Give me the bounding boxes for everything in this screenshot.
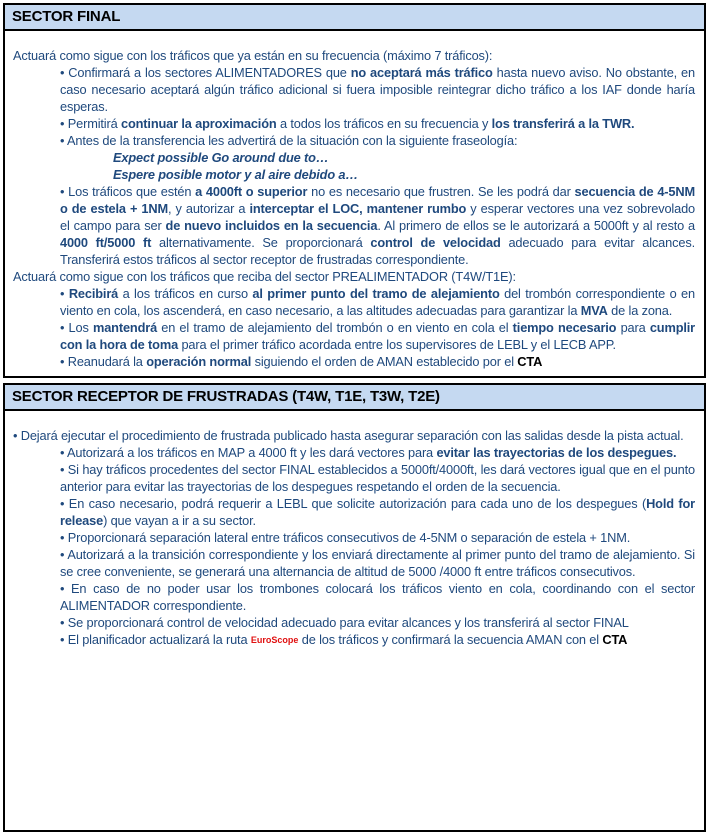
section-sector-final	[3, 3, 706, 378]
text-run: alternativamente. Se proporcionará	[151, 235, 371, 250]
text-run: Actuará como sigue con los tráficos que reciba del sector PREALIMENTADOR (T4W/T1E):	[13, 269, 516, 284]
text-run: de nuevo incluidos en la secuencia	[165, 218, 378, 233]
paragraph	[13, 47, 695, 64]
text-run: para el primer tráfico acordada entre los supervisores de LEBL y el LECB APP.	[178, 337, 616, 352]
text-run: , y autorizar a	[168, 201, 250, 216]
paragraph	[13, 268, 695, 285]
bullet-paragraph	[13, 427, 695, 444]
text-run: • En caso de no poder usar los trombones colocará los tráficos viento en cola, coordinando con el sector ALIMENTADOR correspondiente.	[60, 581, 695, 613]
text-run: los transferirá a la TWR.	[491, 116, 635, 131]
text-run: • Los	[60, 320, 93, 335]
bullet-paragraph	[60, 115, 695, 132]
section-title-sector-receptor-frustradas: SECTOR RECEPTOR DE FRUSTRADAS (T4W, T1E, T3W, T2E)	[5, 385, 704, 411]
text-run: secuencia de 4-5NM o de estela + 1NM	[60, 184, 695, 216]
text-run: hasta nuevo aviso. No obstante, en caso necesario aceptará algún tráfico adicional si fuera imposible reintegrar dicho tráfico a los IAF donde haría esperas.	[60, 65, 695, 114]
text-run: • Confirmará a los sectores ALIMENTADORES que	[60, 65, 351, 80]
text-run: •	[60, 286, 69, 301]
text-run: de la zona.	[607, 303, 673, 318]
text-run: para	[616, 320, 650, 335]
bullet-paragraph	[60, 183, 695, 268]
bullet-paragraph	[60, 132, 695, 149]
text-run: de los tráficos y confirmará la secuencia AMAN con el	[298, 632, 603, 647]
text-run: • Dejará ejecutar el procedimiento de frustrada publicado hasta asegurar separación con las salidas desde la pista actual.	[13, 428, 684, 443]
bullet-paragraph	[60, 285, 695, 319]
text-run: • Permitirá	[60, 116, 121, 131]
text-run: adecuado para evitar alcances. Transferirá estos tráficos al sector receptor de frustradas correspondiente.	[60, 235, 695, 267]
bullet-paragraph	[60, 353, 695, 370]
text-run: • Si hay tráficos procedentes del sector FINAL establecidos a 5000ft/4000ft, les dará vectores igual que en el punto anterior para evitar las trayectorias de los despegues respetando el orden de la secuencia.	[60, 462, 695, 494]
text-run: mantendrá	[92, 320, 158, 335]
bullet-paragraph	[60, 631, 695, 649]
text-run: ) que vayan a ir a su sector.	[103, 513, 256, 528]
text-run: CTA	[517, 354, 543, 369]
paragraph	[113, 166, 695, 183]
text-run: • Autorizará a los tráficos en MAP a 4000 ft y les dará vectores para	[60, 445, 437, 460]
text-run: a 4000ft o superior	[195, 184, 308, 199]
text-run: • Antes de la transferencia les advertirá de la situación con la siguiente fraseología:	[60, 133, 518, 148]
text-run: al primer punto del tramo de alejamiento	[252, 286, 500, 301]
text-run: interceptar el LOC, mantener rumbo	[249, 201, 467, 216]
text-run: • Se proporcionará control de velocidad adecuado para evitar alcances y los transferirá al sector FINAL	[60, 615, 629, 630]
text-run: • Proporcionará separación lateral entre tráficos consecutivos de 4-5NM o separación de estela + 1NM.	[60, 530, 631, 545]
bullet-paragraph	[60, 529, 695, 546]
text-run: • Los tráficos que estén	[60, 184, 196, 199]
text-run: operación normal	[146, 354, 252, 369]
text-run: a todos los tráficos en su frecuencia y	[276, 116, 492, 131]
text-run: • Autorizará a la transición correspondiente y los enviará directamente al primer punto del tramo de alejamiento. Si se cree conveniente, se generará una alternancia de altitud de 5000 /4000 ft entre tráficos consecutivos.	[60, 547, 695, 579]
text-run: continuar la aproximación	[121, 116, 277, 131]
text-run: EuroScope	[250, 635, 299, 645]
section-sector-receptor-frustradas	[3, 383, 706, 832]
text-run: no es necesario que frustren. Se les podrá dar	[307, 184, 575, 199]
document-page	[3, 3, 706, 832]
text-run: y esperar vectores una vez sobrevolado el campo para ser	[60, 201, 696, 233]
text-run: Actuará como sigue con los tráficos que ya están en su frecuencia (máximo 7 tráficos):	[13, 48, 493, 63]
text-run: en el tramo de alejamiento del trombón o en viento en cola el	[157, 320, 513, 335]
bullet-paragraph	[60, 495, 695, 529]
text-run: cumplir con la hora de toma	[60, 320, 695, 352]
section-body-sector-receptor-frustradas	[5, 411, 704, 655]
text-run: control de velocidad	[370, 235, 501, 250]
text-run: Expect possible Go around due to…	[113, 150, 329, 165]
bullet-paragraph	[60, 319, 695, 353]
text-run: • Reanudará la	[60, 354, 147, 369]
paragraph	[113, 149, 695, 166]
text-run: Hold for release	[60, 496, 695, 528]
text-run: no aceptará más tráfico	[350, 65, 493, 80]
bullet-paragraph	[60, 546, 695, 580]
bullet-paragraph	[60, 614, 695, 631]
text-run: • En caso necesario, podrá requerir a LEBL que solicite autorización para cada uno de los despegues (	[60, 496, 647, 511]
text-run: • El planificador actualizará la ruta	[60, 632, 251, 647]
bullet-paragraph	[60, 64, 695, 115]
text-run: Espere posible motor y al aire debido a…	[113, 167, 359, 182]
text-run: Recibirá	[68, 286, 119, 301]
bullet-paragraph	[60, 461, 695, 495]
text-run: evitar las trayectorias de los despegues.	[436, 445, 677, 460]
text-run: siguiendo el orden de AMAN establecido por el	[251, 354, 518, 369]
section-title-sector-final: SECTOR FINAL	[5, 5, 704, 31]
text-run: a los tráficos en curso	[118, 286, 253, 301]
bullet-paragraph	[60, 580, 695, 614]
text-run: CTA	[602, 632, 628, 647]
section-body-sector-final	[5, 31, 704, 376]
bullet-paragraph	[60, 444, 695, 461]
text-run: MVA	[580, 303, 608, 318]
text-run: 4000 ft/5000 ft	[60, 235, 152, 250]
text-run: . Al primero de ellos se le autorizará a 5000ft y al resto a	[377, 218, 695, 233]
text-run: del trombón correspondiente o en viento en cola, los ascenderá, en caso necesario, a las altitudes adecuadas para garantizar la	[60, 286, 695, 318]
text-run: tiempo necesario	[512, 320, 617, 335]
